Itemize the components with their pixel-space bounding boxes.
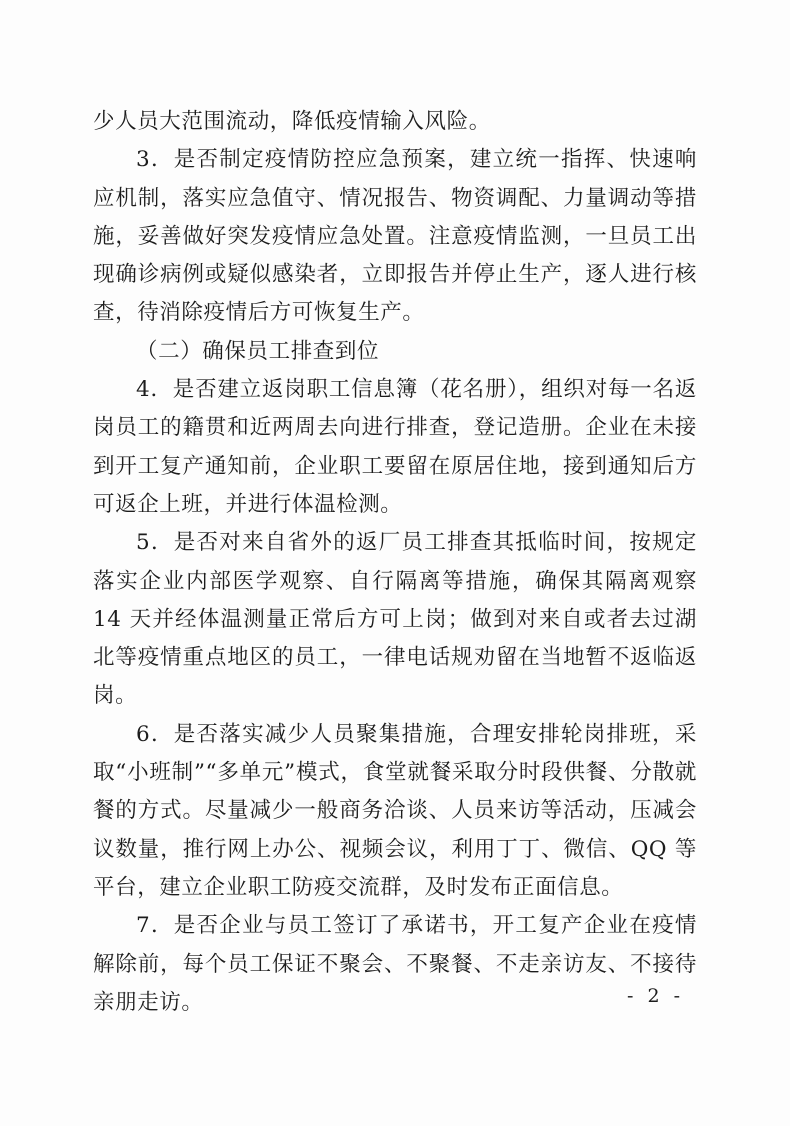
paragraph-item-7: 7．是否企业与员工签订了承诺书，开工复产企业在疫情解除前，每个员工保证不聚会、不聚餐、不走亲访友、不接待亲朋走访。 <box>93 913 697 1015</box>
section-heading: （二）确保员工排查到位 <box>136 338 380 364</box>
paragraph-item-4: 4．是否建立返岗职工信息簿（花名册），组织对每一名返岗员工的籍贯和近两周去向进行排查，登记造册。企业在未接到开工复产通知前，企业职工要留在原居住地，接到通知后方可返企上班，并进行体温检测。 <box>93 377 697 517</box>
paragraph-item-3: 3．是否制定疫情防控应急预案，建立统一指挥、快速响应机制，落实应急值守、情况报告、物资调配、力量调动等措施，妥善做好突发疫情应急处置。注意疫情监测，一旦员工出现确诊病例或疑似感染者，立即报告并停止生产，逐人进行核查，待消除疫情后方可恢复生产。 <box>93 147 697 326</box>
paragraph-continuation: 少人员大范围流动，降低疫情输入风险。 <box>93 109 491 134</box>
page-number: - 2 - <box>626 985 684 1007</box>
document-body <box>93 103 697 1022</box>
paragraph-item-6: 6．是否落实减少人员聚集措施，合理安排轮岗排班，采取“小班制”“多单元”模式，食堂就餐采取分时段供餐、分散就餐的方式。尽量减少一般商务洽谈、人员来访等活动，压减会议数量，推行网上办公、视频会议，利用丁丁、微信、QQ 等平台，建立企业职工防疫交流群，及时发布正面信息。 <box>93 721 697 900</box>
paragraph-item-5: 5．是否对来自省外的返厂员工排查其抵临时间，按规定落实企业内部医学观察、自行隔离等措施，确保其隔离观察 14 天并经体温测量正常后方可上岗；做到对来自或者去过湖北等疫情重点地区的员工，一律电话规劝留在当地暂不返临返岗。 <box>93 530 697 709</box>
